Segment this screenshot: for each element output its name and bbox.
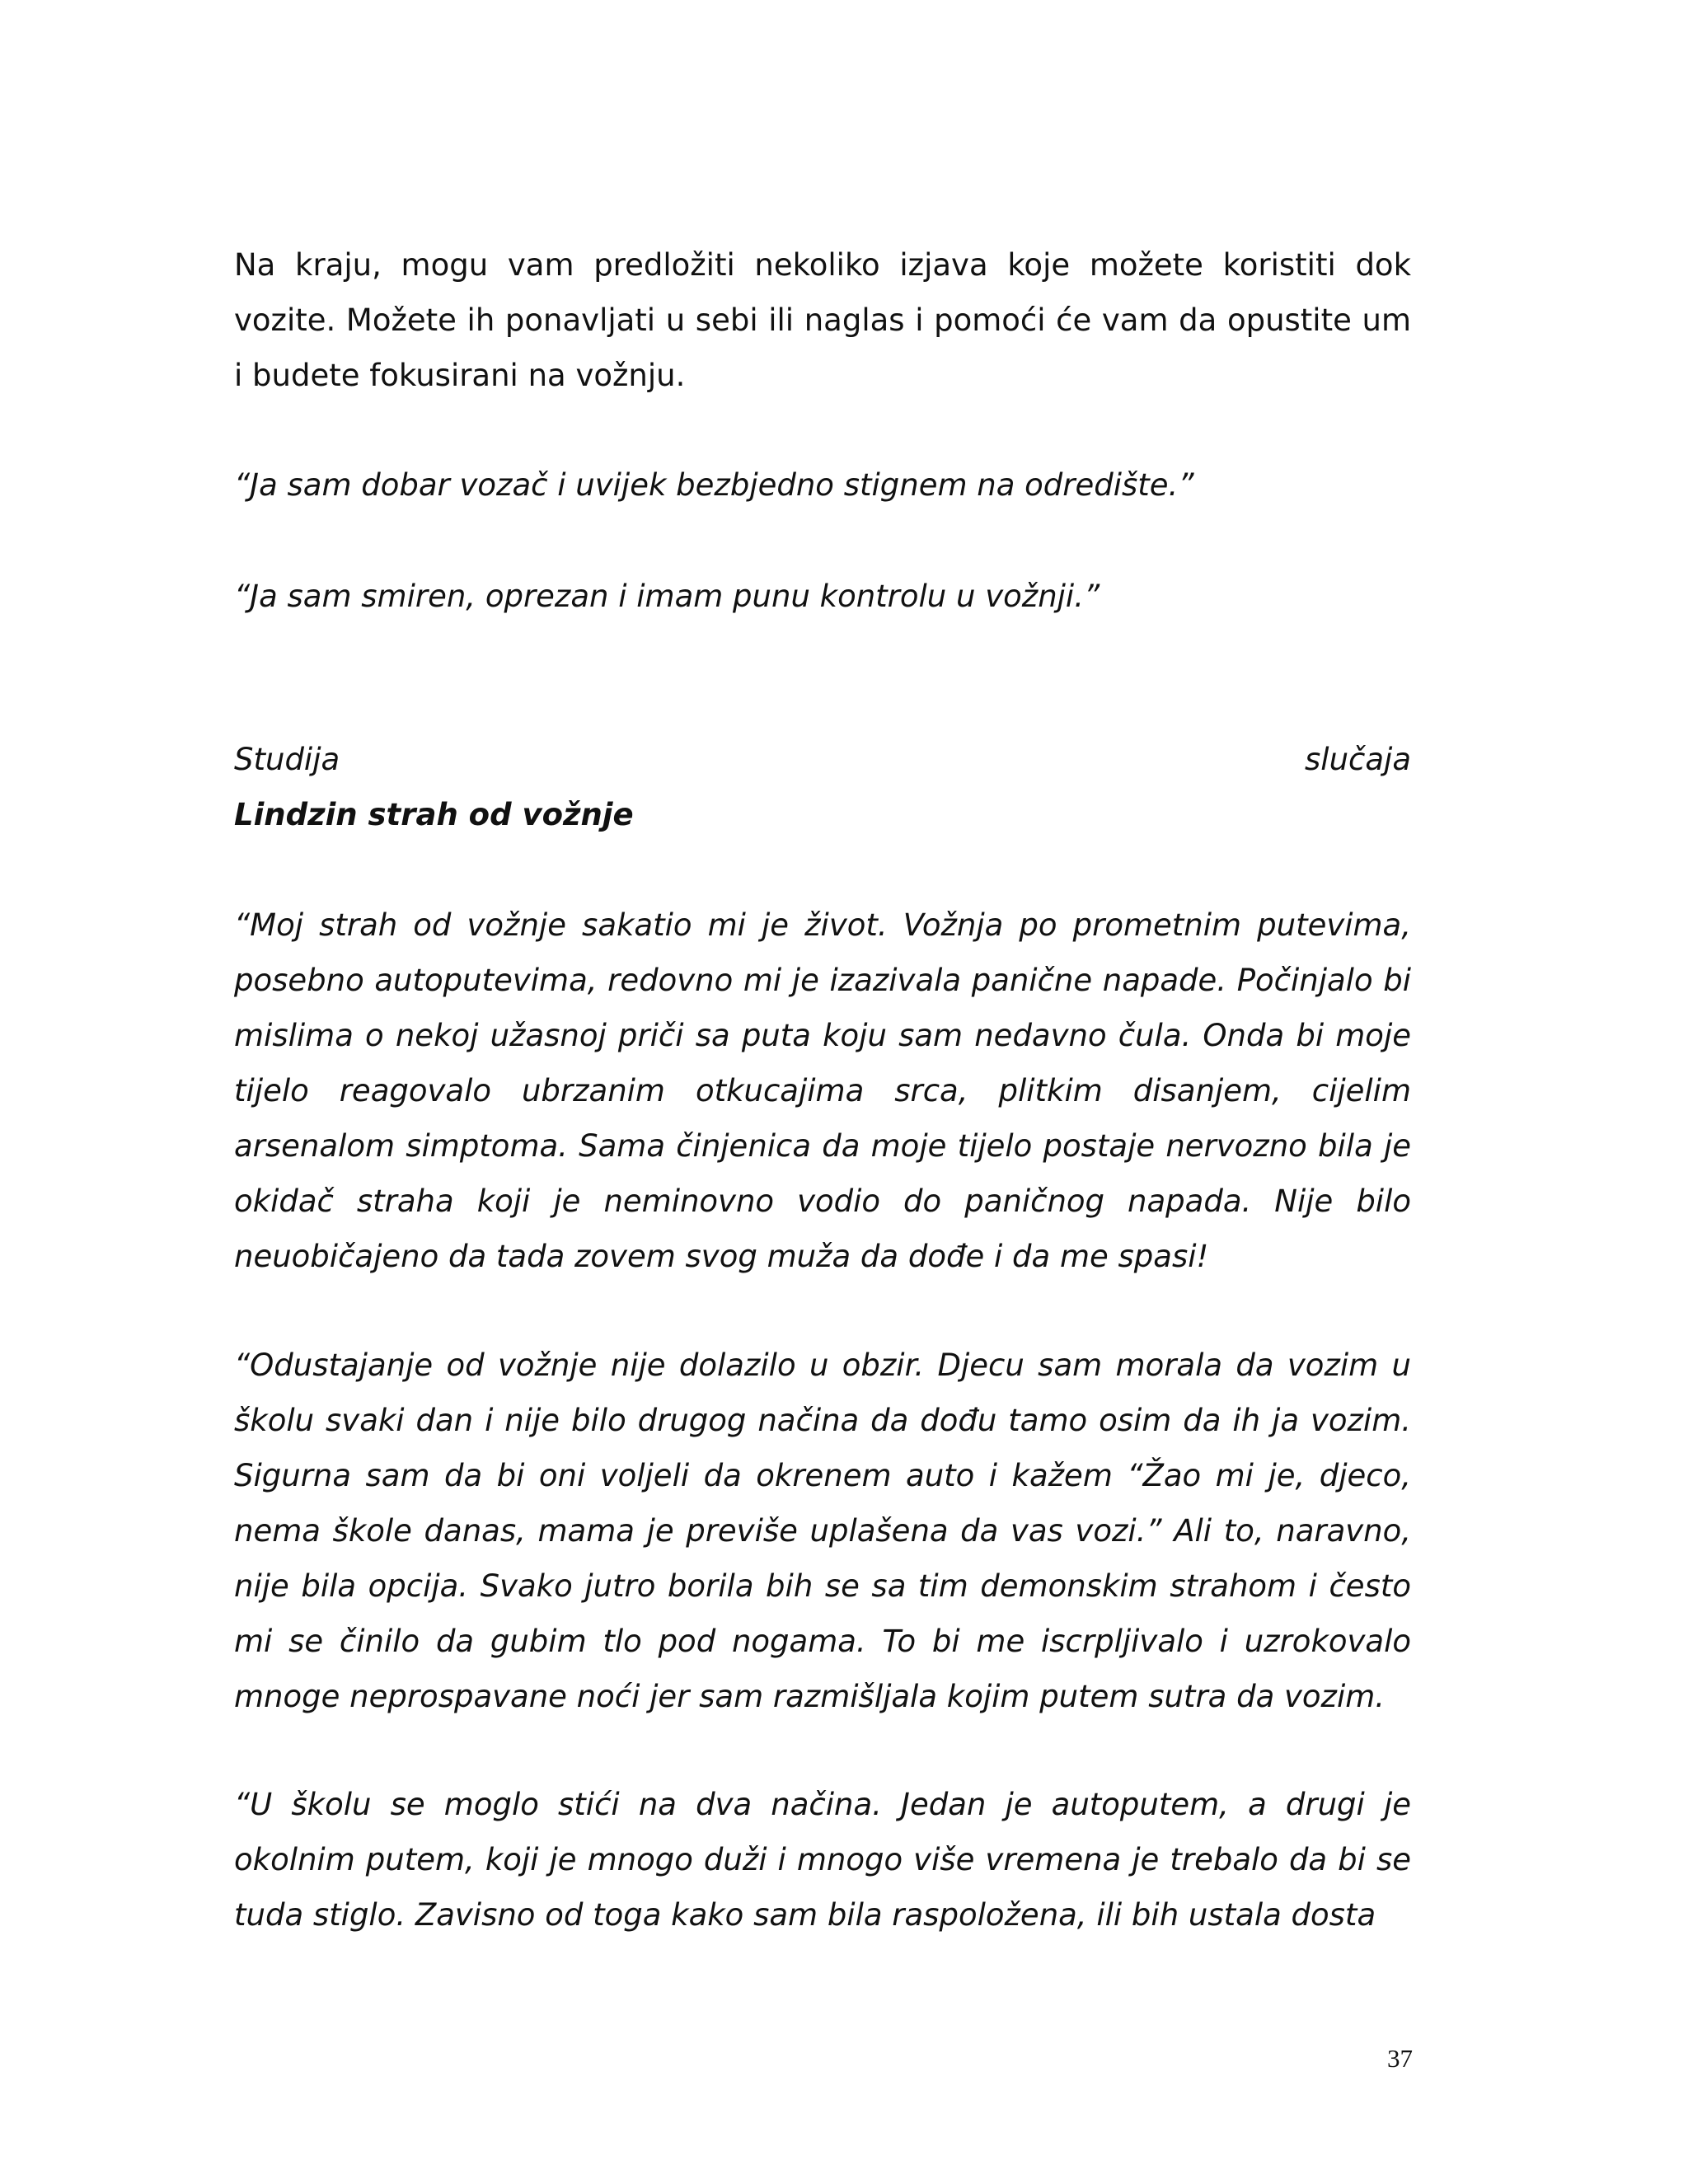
case-study-label-right: slučaja: [1305, 742, 1411, 777]
case-study-label-left: Studija: [234, 742, 340, 777]
case-study-title: Lindzin strah od vožnje: [234, 797, 634, 832]
story-paragraph-2: “Odustajanje od vožnje nije dolazilo u obzir. Djecu sam morala da vozim u školu svaki dan i nije bilo drugog načina da dođu tamo osim da ih ja vozim. Sigurna sam da bi oni voljeli da okrenem auto i kažem “Žao mi je, djeco, nema škole danas, mama je previše uplašena da vas vozi.” Ali to, naravno, nije bila opcija. Svako jutro borila bih se sa tim demonskim strahom i često mi se činilo da gubim tlo pod nogama. To bi me iscrpljivalo i uzrokovalo mnoge neprospavane noći jer sam razmišljala kojim putem sutra da vozim.: [234, 1347, 1411, 1714]
affirmation-1: “Ja sam dobar vozač i uvijek bezbjedno stignem na odredište.”: [234, 467, 1194, 503]
intro-paragraph: Na kraju, mogu vam predložiti nekoliko izjava koje možete koristiti dok vozite. Možete ih ponavljati u sebi ili naglas i pomoći će vam da opustite um i budete fokusirani na vožnju.: [234, 247, 1411, 393]
case-study-label-row: [234, 732, 1411, 787]
affirmation-2: “Ja sam smiren, oprezan i imam punu kontrolu u vožnji.”: [234, 579, 1100, 614]
story-paragraph-1: “Moj strah od vožnje sakatio mi je život. Vožnja po prometnim putevima, posebno autoputevima, redovno mi je izazivala panične napade. Počinjalo bi mislima o nekoj užasnoj priči sa puta koju sam nedavno čula. Onda bi moje tijelo reagovalo ubrzanim otkucajima srca, plitkim disanjem, cijelim arsenalom simptoma. Sama činjenica da moje tijelo postaje nervozno bila je okidač straha koji je neminovno vodio do paničnog napada. Nije bilo neuobičajeno da tada zovem svog muža da dođe i da me spasi!: [234, 907, 1411, 1274]
page-number: 37: [1387, 2044, 1413, 2073]
story-paragraph-3: “U školu se moglo stići na dva načina. Jedan je autoputem, a drugi je okolnim putem, koji je mnogo duži i mnogo više vremena je trebalo da bi se tuda stiglo. Zavisno od toga kako sam bila raspoložena, ili bih ustala dosta: [234, 1787, 1411, 1933]
